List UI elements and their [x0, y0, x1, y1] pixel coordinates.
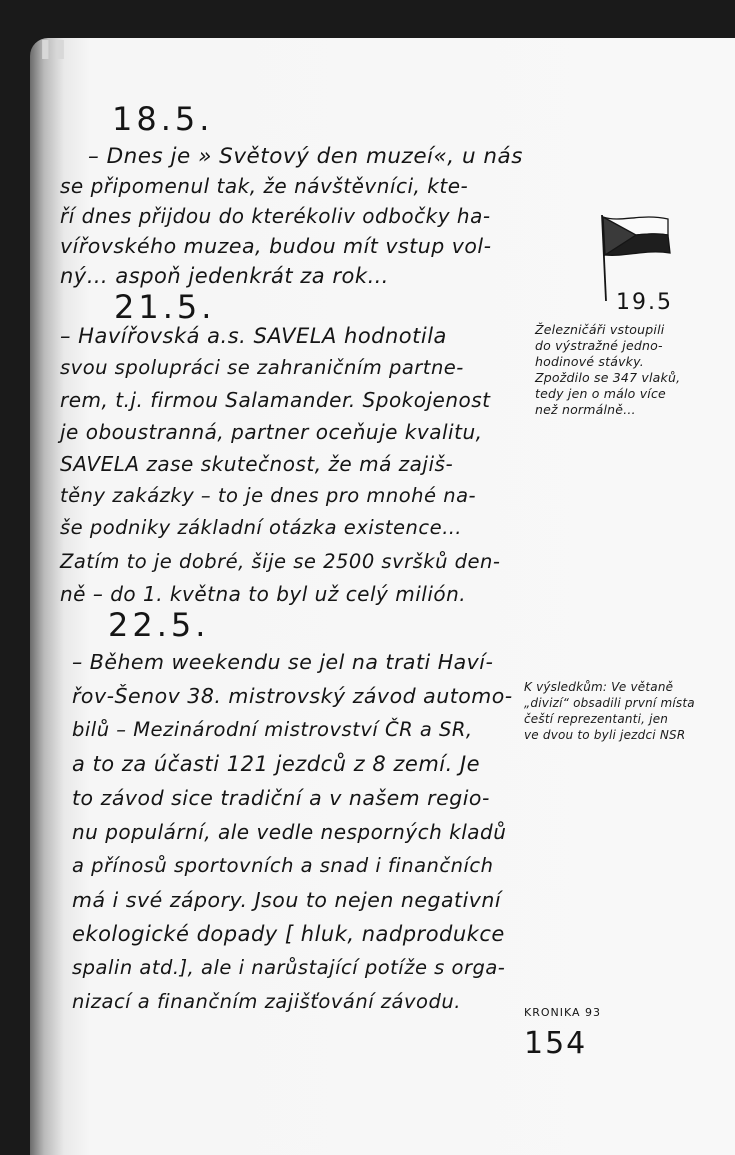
entry-line: to závod sice tradiční a v našem regio- [72, 786, 490, 810]
entry-line: ně – do 1. května to byl už celý milión. [60, 582, 467, 606]
entry-line: má i své zápory. Jsou to nejen negativní [72, 888, 502, 912]
entry-line: še podniky základní otázka existence… [60, 516, 463, 539]
entry-date: 18.5. [112, 100, 214, 138]
entry-line: spalin atd.], ale i narůstající potíže s orga- [72, 956, 506, 979]
entry-line: řov-Šenov 38. mistrovský závod automo- [72, 684, 513, 708]
entry-line: ekologické dopady [ hluk, nadprodukce [72, 922, 505, 946]
entry-line: nizací a finančním zajišťování závodu. [72, 990, 461, 1013]
entry-line: – Dnes je » Světový den muzeí«, u nás [88, 144, 523, 169]
entry-line: ří dnes přijdou do kterékoliv odbočky ha- [60, 204, 491, 228]
chronicle-page [30, 38, 735, 1155]
entry-line: a přínosů sportovních a snad i finančních [72, 854, 494, 877]
entry-line: ný… aspoň jedenkrát za rok… [60, 264, 389, 288]
entry-line: nu populární, ale vedle nesporných kladů [72, 820, 507, 844]
side-note-line: čeští reprezentanti, jen [524, 712, 669, 726]
side-note-line: Železničáři vstoupili [535, 322, 665, 337]
side-note-line: Zpoždilo se 347 vlaků, [535, 370, 681, 385]
entry-line: SAVELA zase skutečnost, že má zajiš- [60, 452, 454, 476]
entry-line: – Havířovská a.s. SAVELA hodnotila [60, 324, 447, 348]
side-note-line: než normálně… [535, 402, 636, 417]
entry-line: bilů – Mezinárodní mistrovství ČR a SR, [72, 718, 473, 741]
entry-date: 21.5. [114, 288, 216, 326]
entry-line: a to za účasti 121 jezdců z 8 zemí. Je [72, 752, 481, 776]
page-number: 154 [524, 1026, 588, 1061]
entry-line: Zatím to je dobré, šije se 2500 svršků den- [60, 550, 501, 573]
side-note-line: ve dvou to byli jezdci NSR [524, 728, 686, 742]
side-note-line: hodinové stávky. [535, 354, 644, 369]
side-note-line: tedy jen o málo více [535, 386, 666, 401]
side-note-line: K výsledkům: Ve větaně [524, 680, 674, 694]
chronicle-label: KRONIKA 93 [524, 1006, 602, 1019]
entry-line: vířovského muzea, budou mít vstup vol- [60, 234, 492, 258]
side-note-line: do výstražné jedno- [535, 338, 663, 353]
entry-line: se připomenul tak, že návštěvníci, kte- [60, 174, 469, 198]
side-note-date: 19.5 [616, 290, 673, 315]
entry-line: těny zakázky – to je dnes pro mnohé na- [60, 484, 477, 507]
entry-line: je oboustranná, partner oceňuje kvalitu, [60, 420, 483, 444]
entry-line: – Během weekendu se jel na trati Haví- [72, 650, 494, 674]
entry-date: 22.5. [108, 606, 210, 644]
entry-line: rem, t.j. firmou Salamander. Spokojenost [60, 388, 491, 412]
corner-scan-mark: ▐ ▌ [36, 40, 73, 59]
side-note-line: „divizí“ obsadili první místa [524, 696, 695, 710]
entry-line: svou spolupráci se zahraničním partne- [60, 356, 464, 379]
